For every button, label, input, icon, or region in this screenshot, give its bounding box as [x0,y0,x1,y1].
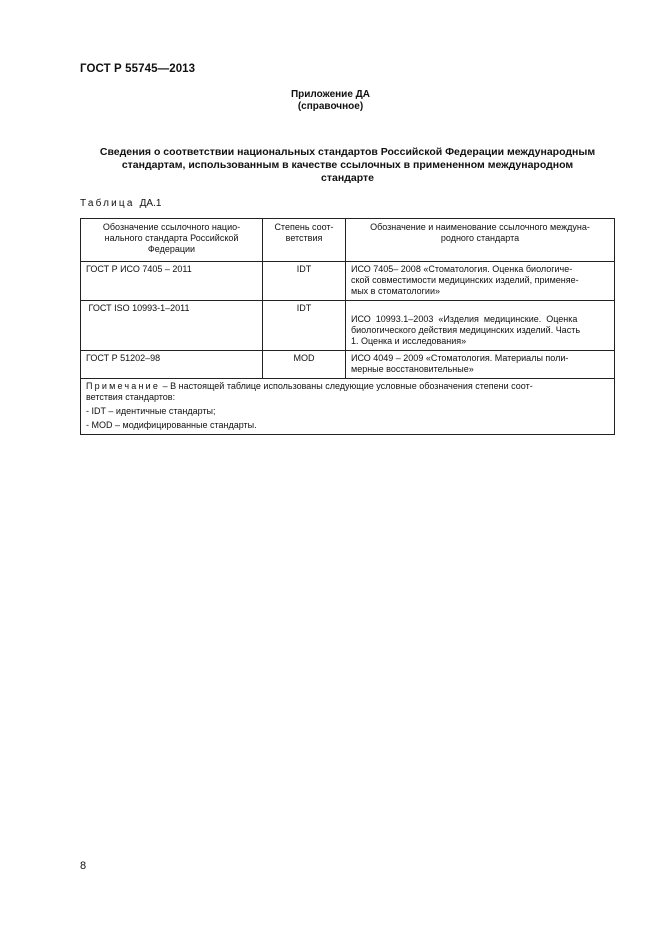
cell-national: ГОСТ Р 51202–98 [81,351,263,379]
note-item-mod: - MOD – модифицированные стандарты. [86,420,257,430]
cell-international: ИСО 7405– 2008 «Стоматология. Оценка биологиче- ской совместимости медицинских изделий, применяе- мых в стоматологии» [346,262,615,301]
note-text: – В настоящей таблице использованы следующие условные обозначения степени соот- [160,381,533,391]
table-label-number: ДА.1 [139,198,162,209]
table-label [80,198,161,209]
heading-line: стандарте [321,172,374,184]
header-degree: Степень соот- ветствия [263,219,346,262]
header-national-standard: Обозначение ссылочного нацио- нального стандарта Российской Федерации [81,219,263,262]
cell-degree: IDT [263,301,346,351]
table-note-row [81,379,615,435]
cell-degree: IDT [263,262,346,301]
table-row [81,301,615,351]
note-text-continued: ветствия стандартов: [86,392,176,402]
table-row [81,262,615,301]
note-item-idt: - IDT – идентичные стандарты; [86,406,216,416]
table-row [81,351,615,379]
section-heading [80,146,615,185]
cell-national: ГОСТ ISO 10993-1–2011 [81,301,263,351]
heading-line: стандартам, использованным в качестве ссылочных в примененном международном [121,159,574,171]
cell-international: ИСО 4049 – 2009 «Стоматология. Материалы поли- мерные восстановительные» [346,351,615,379]
cell-degree: MOD [263,351,346,379]
annex-title: Приложение ДА [290,89,371,100]
standards-table [80,218,615,435]
document-code: ГОСТ Р 55745—2013 [80,63,196,75]
note-label: Примечание [86,381,161,391]
header-international-standard: Обозначение и наименование ссылочного междуна- родного стандарта [346,219,615,262]
heading-line: Сведения о соответствии национальных стандартов Российской Федерации международным [99,146,596,158]
table-note [81,379,615,435]
table-label-word: Таблица [80,198,135,209]
cell-national: ГОСТ Р ИСО 7405 – 2011 [81,262,263,301]
table-header-row [81,219,615,262]
page-number: 8 [80,860,87,872]
annex-type: (справочное) [297,101,364,112]
annex-header [0,89,661,113]
cell-international: ИСО 10993.1–2003 «Изделия медицинские. Оценка биологического действия медицинских изделий. Часть 1. Оценка и исследования» [346,301,615,351]
